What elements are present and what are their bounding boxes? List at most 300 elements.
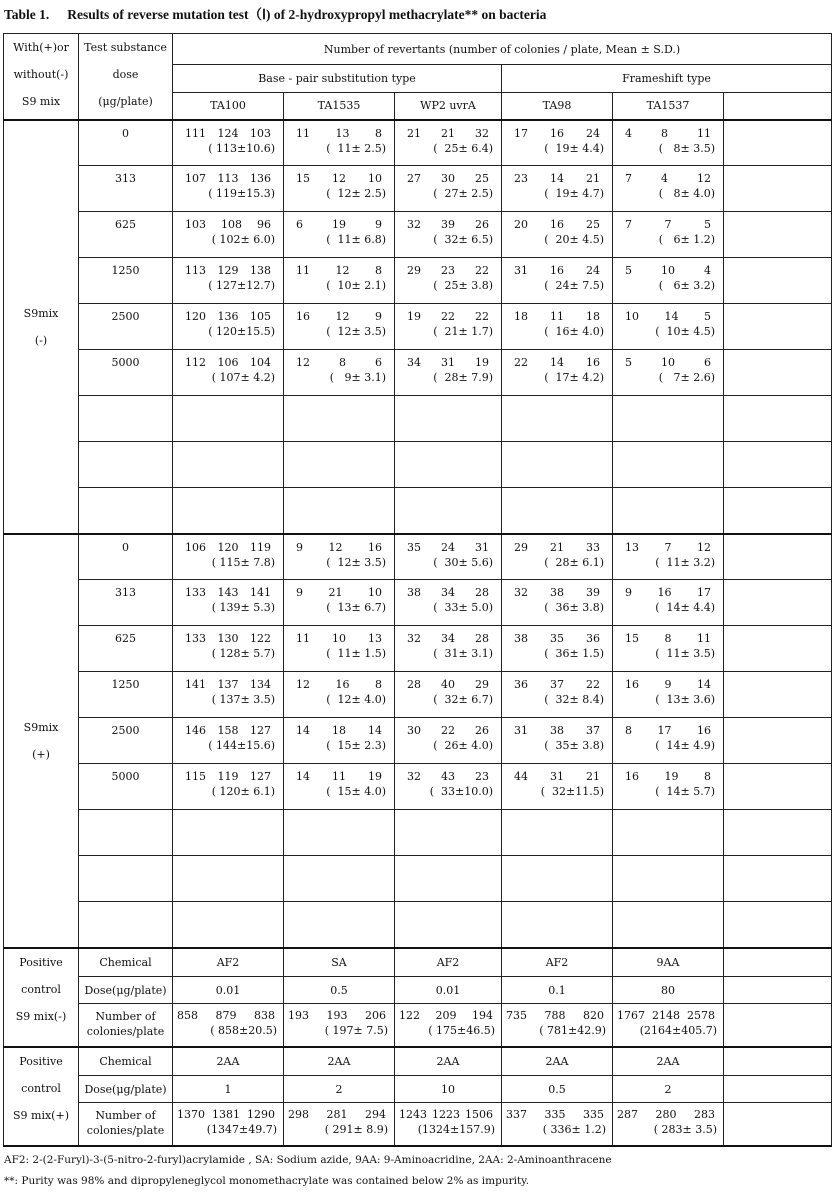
mean-sd: ( 11± 1.5) (326, 647, 386, 660)
plate-counts (395, 304, 501, 324)
plate-count: 143 (217, 586, 239, 599)
count-cell (502, 166, 613, 212)
plate-count: 106 (217, 356, 239, 369)
mean-sd: ( 9± 3.1) (329, 371, 386, 384)
empty-cell (724, 488, 832, 534)
empty-cell (724, 902, 832, 948)
mean-sd: ( 21± 1.7) (433, 325, 493, 338)
chemical-cell: 9AA (613, 948, 724, 977)
count-cell (613, 350, 724, 396)
mean-sd: ( 115± 7.8) (211, 555, 275, 569)
plate-counts (395, 350, 501, 370)
mean-sd: ( 175±46.5) (428, 1024, 495, 1037)
plate-counts (284, 1103, 394, 1122)
plate-counts (613, 212, 723, 232)
mean-sd: ( 17± 4.2) (544, 371, 604, 384)
dose-cell (79, 442, 173, 488)
mean-sd: ( 113±10.6) (208, 141, 275, 155)
blank-cell (724, 350, 832, 396)
plate-count: 141 (250, 586, 271, 599)
mean-sd: ( 28± 7.9) (433, 371, 493, 384)
dose-value: 313 (115, 586, 136, 599)
colonies-label (79, 1004, 173, 1047)
plate-count: 17 (697, 586, 711, 599)
plate-count: 16 (550, 126, 564, 140)
mean-sd: ( 291± 8.9) (324, 1123, 388, 1136)
plate-counts (395, 672, 501, 692)
plate-count: 1243 (399, 1108, 427, 1121)
chemical-cell: 2AA (613, 1047, 724, 1076)
empty-cell (395, 396, 502, 442)
plate-counts (173, 718, 283, 738)
plate-counts (395, 718, 501, 738)
blank-cell (724, 580, 832, 626)
pc-label-line: control (21, 982, 61, 996)
table-row (4, 856, 832, 902)
plate-counts (613, 1004, 723, 1023)
mean-sd: ( 139± 5.3) (211, 601, 275, 614)
plate-count: 30 (441, 172, 455, 185)
blank-cell (724, 1076, 832, 1103)
plate-counts (502, 718, 612, 738)
blank-cell (724, 212, 832, 258)
pc-count-cell (284, 1004, 395, 1047)
plate-count: 16 (335, 678, 350, 691)
plate-count: 9 (296, 586, 303, 599)
plate-count: 5 (704, 218, 711, 231)
dose-cell (79, 212, 173, 258)
count-cell (284, 534, 395, 580)
count-cell (502, 672, 613, 718)
strain-header: TA100 (173, 93, 284, 120)
plate-count: 820 (583, 1009, 604, 1022)
count-cell (284, 350, 395, 396)
plate-count: 27 (407, 172, 421, 185)
mean-sd: ( 120±15.5) (208, 325, 275, 338)
plate-counts (502, 535, 612, 555)
mean-sd: (2164±405.7) (639, 1024, 717, 1037)
mean-sd: ( 15± 4.0) (326, 785, 386, 798)
plate-count: 14 (550, 172, 564, 185)
plate-counts (395, 212, 501, 232)
plate-counts (284, 764, 394, 784)
blank-cell (724, 718, 832, 764)
plate-count: 12 (335, 310, 350, 323)
plate-counts (395, 121, 501, 141)
plate-counts (395, 166, 501, 186)
strain-header: TA98 (502, 93, 613, 120)
blank-header (724, 93, 832, 120)
empty-cell (173, 396, 284, 442)
plate-count: 113 (217, 172, 239, 185)
plate-counts (613, 672, 723, 692)
mean-sd: ( 6± 1.2) (658, 233, 715, 246)
plate-count: 24 (441, 540, 455, 554)
revertants-header: Number of revertants (number of colonies / plate, Mean ± S.D.) (173, 34, 832, 65)
mean-sd: ( 107± 4.2) (211, 371, 275, 384)
dose-cell (79, 166, 173, 212)
plate-count: 108 (221, 218, 242, 231)
mean-sd: ( 6± 3.2) (658, 279, 715, 292)
section-label (4, 120, 79, 534)
count-cell (613, 764, 724, 810)
plate-count: 193 (288, 1009, 309, 1022)
dose-cell (79, 672, 173, 718)
empty-cell (502, 488, 613, 534)
plate-count: 23 (475, 770, 489, 783)
count-cell (173, 580, 284, 626)
colonies-label-wrap (79, 1004, 172, 1039)
count-cell (395, 534, 502, 580)
count-cell (173, 166, 284, 212)
strain-header: TA1537 (613, 93, 724, 120)
table-row (4, 258, 832, 304)
mean-sd: ( 11± 3.5) (655, 647, 715, 660)
plate-count: 11 (332, 770, 346, 783)
plate-count: 120 (185, 310, 206, 323)
with-without-line: S9 mix (21, 95, 61, 108)
plate-counts (613, 304, 723, 324)
plate-counts (502, 1004, 612, 1023)
mean-sd: ( 16± 4.0) (544, 325, 604, 338)
blank-cell (724, 120, 832, 166)
empty-cell (502, 902, 613, 948)
plate-counts (173, 121, 283, 141)
plate-count: 8 (664, 632, 672, 645)
mean-sd: ( 26± 4.0) (433, 739, 493, 752)
count-cell (395, 304, 502, 350)
count-cell (502, 304, 613, 350)
plate-count: 9 (625, 586, 632, 599)
empty-cell (724, 396, 832, 442)
plate-count: 25 (586, 218, 600, 231)
plate-count: 14 (368, 724, 382, 737)
plate-count: 19 (407, 310, 421, 323)
plate-count: 133 (185, 586, 206, 599)
table-row (4, 120, 832, 166)
plate-count: 16 (550, 218, 564, 231)
empty-cell (613, 810, 724, 856)
dose-cell (79, 488, 173, 534)
empty-cell (395, 856, 502, 902)
empty-cell (395, 902, 502, 948)
dose-cell (79, 350, 173, 396)
plate-count: 18 (514, 310, 528, 323)
plate-count: 36 (586, 632, 600, 645)
count-cell (502, 534, 613, 580)
plate-count: 32 (407, 218, 421, 231)
table-row (4, 810, 832, 856)
plate-count: 29 (514, 540, 528, 554)
plate-count: 158 (217, 724, 239, 737)
plate-count: 32 (407, 770, 421, 783)
plate-counts (395, 1004, 501, 1023)
empty-cell (502, 856, 613, 902)
plate-count: 37 (550, 678, 564, 691)
plate-count: 14 (697, 678, 711, 691)
mean-sd: ( 31± 3.1) (433, 647, 493, 660)
section-label-bottom: (+) (32, 747, 50, 761)
plate-count: 1506 (465, 1108, 493, 1121)
footnote-purity: **: Purity was 98% and dipropyleneglycol monomethacrylate was contained below 2% as impurity. (4, 1175, 530, 1187)
count-cell (284, 212, 395, 258)
plate-counts (395, 535, 501, 555)
plate-count: 7 (625, 172, 632, 185)
empty-cell (173, 810, 284, 856)
plate-count: 16 (586, 356, 600, 369)
dose-label: Dose(μg/plate) (79, 977, 173, 1004)
plate-counts (284, 212, 394, 232)
plate-count: 280 (655, 1108, 677, 1121)
count-cell (395, 212, 502, 258)
empty-cell (173, 488, 284, 534)
plate-count: 4 (625, 126, 632, 140)
plate-counts (284, 350, 394, 370)
pc-count-cell (284, 1103, 395, 1146)
plate-count: 32 (407, 632, 421, 645)
mean-sd: ( 7± 2.6) (658, 371, 715, 384)
plate-count: 24 (586, 264, 600, 277)
count-cell (502, 120, 613, 166)
mean-sd: ( 119±15.3) (208, 187, 275, 200)
pc-count-cell (173, 1103, 284, 1146)
mean-sd: ( 8± 3.5) (658, 141, 715, 155)
count-cell (284, 580, 395, 626)
empty-cell (724, 810, 832, 856)
plate-counts (613, 121, 723, 141)
mean-sd: ( 12± 4.0) (326, 693, 386, 706)
plate-counts (173, 1004, 283, 1023)
colonies-label-line: Number of (95, 1010, 156, 1023)
plate-count: 2148 (652, 1009, 680, 1022)
count-cell (395, 764, 502, 810)
dose-cell (79, 534, 173, 580)
plate-count: 11 (697, 126, 711, 140)
empty-cell (502, 396, 613, 442)
dose-cell (79, 120, 173, 166)
section-label-top: S9mix (23, 306, 59, 320)
table-row (4, 764, 832, 810)
pc-dose-cell: 2 (613, 1076, 724, 1103)
empty-cell (395, 810, 502, 856)
plate-count: 9 (375, 310, 382, 323)
mean-sd: ( 25± 3.8) (433, 279, 493, 292)
strain-header: TA1535 (284, 93, 395, 120)
plate-count: 111 (185, 126, 206, 140)
dose-header (79, 34, 173, 120)
plate-count: 8 (625, 724, 632, 737)
plate-count: 281 (326, 1108, 348, 1121)
mean-sd: ( 11± 3.2) (655, 555, 715, 569)
chemical-cell: AF2 (395, 948, 502, 977)
plate-count: 33 (586, 540, 600, 554)
count-cell (395, 350, 502, 396)
count-cell (173, 764, 284, 810)
plate-count: 107 (185, 172, 206, 185)
pc-dose-cell: 0.01 (173, 977, 284, 1004)
plate-count: 337 (506, 1108, 527, 1121)
empty-cell (284, 488, 395, 534)
table-row (4, 580, 832, 626)
plate-count: 16 (657, 586, 672, 599)
blank-cell (724, 977, 832, 1004)
plate-count: 35 (550, 632, 564, 645)
plate-count: 112 (185, 356, 206, 369)
count-cell (395, 120, 502, 166)
with-without-line: With(+)or (13, 41, 69, 54)
dose-value: 5000 (111, 356, 140, 369)
section-label-top: S9mix (23, 720, 59, 734)
count-cell (284, 764, 395, 810)
mean-sd: ( 8± 4.0) (658, 187, 715, 200)
plate-count: 113 (185, 264, 206, 277)
pc-count-cell (502, 1004, 613, 1047)
pc-count-cell (173, 1004, 284, 1047)
plate-count: 39 (586, 586, 600, 599)
plate-count: 735 (506, 1009, 527, 1022)
count-cell (284, 120, 395, 166)
plate-count: 788 (544, 1009, 566, 1022)
empty-cell (173, 856, 284, 902)
mean-sd: ( 13± 6.7) (326, 601, 386, 614)
count-cell (502, 258, 613, 304)
plate-counts (173, 258, 283, 278)
plate-counts (284, 1004, 394, 1023)
frameshift-header: Frameshift type (502, 65, 832, 93)
dose-value: 0 (122, 540, 129, 554)
plate-counts (284, 258, 394, 278)
count-cell (284, 258, 395, 304)
mean-sd: ( 127±12.7) (208, 279, 275, 292)
mean-sd: ( 19± 4.4) (544, 141, 604, 155)
mean-sd: ( 36± 1.5) (544, 647, 604, 660)
plate-count: 35 (407, 540, 421, 554)
plate-counts (502, 626, 612, 646)
mean-sd: ( 781±42.9) (539, 1024, 606, 1037)
dose-value: 0 (122, 126, 129, 140)
table-row (4, 350, 832, 396)
count-cell (502, 764, 613, 810)
empty-cell (613, 442, 724, 488)
mean-sd: ( 35± 3.8) (544, 739, 604, 752)
plate-count: 1370 (177, 1108, 205, 1121)
table-title-text: Results of reverse mutation test（Ⅰ) of 2-hydroxypropyl methacrylate** on bacteria (67, 7, 547, 22)
empty-cell (613, 488, 724, 534)
plate-count: 137 (217, 678, 239, 691)
plate-counts (613, 718, 723, 738)
plate-count: 1767 (617, 1009, 645, 1022)
plate-count: 10 (368, 172, 382, 185)
plate-count: 16 (550, 264, 564, 277)
count-cell (395, 672, 502, 718)
blank-cell (724, 166, 832, 212)
plate-count: 11 (550, 310, 564, 323)
plate-counts (395, 258, 501, 278)
plate-count: 20 (514, 218, 528, 231)
plate-count: 298 (288, 1108, 309, 1121)
plate-count: 24 (586, 126, 600, 140)
plate-counts (173, 626, 283, 646)
count-cell (613, 212, 724, 258)
plate-count: 28 (475, 632, 489, 645)
count-cell (613, 718, 724, 764)
plate-count: 38 (550, 724, 564, 737)
plate-count: 105 (250, 310, 271, 323)
plate-count: 11 (296, 126, 310, 140)
plate-count: 15 (296, 172, 310, 185)
mean-sd: ( 120± 6.1) (211, 785, 275, 798)
chemical-cell: 2AA (502, 1047, 613, 1076)
plate-count: 136 (250, 172, 271, 185)
pc-count-cell (613, 1103, 724, 1146)
plate-count: 34 (441, 586, 455, 599)
mean-sd: ( 128± 5.7) (211, 647, 275, 660)
plate-count: 38 (550, 586, 564, 599)
plate-count: 287 (617, 1108, 638, 1121)
blank-cell (724, 626, 832, 672)
chemical-label: Chemical (79, 948, 173, 977)
count-cell (395, 166, 502, 212)
plate-counts (173, 212, 283, 232)
plate-count: 28 (475, 586, 489, 599)
pc-count-cell (395, 1004, 502, 1047)
plate-counts (284, 580, 394, 600)
plate-count: 11 (296, 264, 310, 277)
colonies-label (79, 1103, 173, 1146)
count-cell (284, 166, 395, 212)
pc-label-line: S9 mix(-) (15, 1009, 67, 1023)
plate-count: 12 (697, 172, 711, 185)
dose-label: Dose(μg/plate) (79, 1076, 173, 1103)
count-cell (395, 580, 502, 626)
mean-sd: ( 858±20.5) (210, 1024, 277, 1037)
plate-count: 283 (694, 1108, 715, 1121)
plate-count: 16 (296, 310, 310, 323)
dose-value: 313 (115, 172, 136, 185)
plate-count: 119 (217, 770, 239, 783)
plate-counts (613, 535, 723, 555)
plate-count: 39 (441, 218, 455, 231)
mean-sd: ( 11± 2.5) (326, 141, 386, 155)
plate-count: 12 (697, 540, 711, 554)
mean-sd: ( 197± 7.5) (324, 1024, 388, 1037)
with-without-line: without(-) (13, 68, 69, 81)
plate-count: 335 (544, 1108, 566, 1121)
dose-value: 625 (115, 218, 136, 231)
blank-cell (724, 1004, 832, 1047)
chemical-label: Chemical (79, 1047, 173, 1076)
pc-row-colonies (4, 1004, 832, 1047)
plate-count: 119 (250, 540, 271, 554)
plate-count: 1381 (212, 1108, 240, 1121)
plate-counts (502, 764, 612, 784)
chemical-cell: 2AA (284, 1047, 395, 1076)
plate-count: 19 (332, 218, 346, 231)
plate-count: 12 (335, 264, 350, 277)
dose-header-line: Test substance (84, 41, 167, 54)
plate-count: 43 (441, 770, 455, 783)
mean-sd: ( 32± 6.7) (433, 693, 493, 706)
mean-sd: ( 36± 3.8) (544, 601, 604, 614)
plate-count: 31 (475, 540, 489, 554)
plate-count: 7 (625, 218, 632, 231)
plate-counts (173, 580, 283, 600)
plate-count: 14 (550, 356, 564, 369)
mean-sd: ( 12± 3.5) (326, 555, 386, 569)
plate-counts (284, 535, 394, 555)
plate-counts (284, 626, 394, 646)
colonies-label-line: colonies/plate (86, 1025, 165, 1038)
